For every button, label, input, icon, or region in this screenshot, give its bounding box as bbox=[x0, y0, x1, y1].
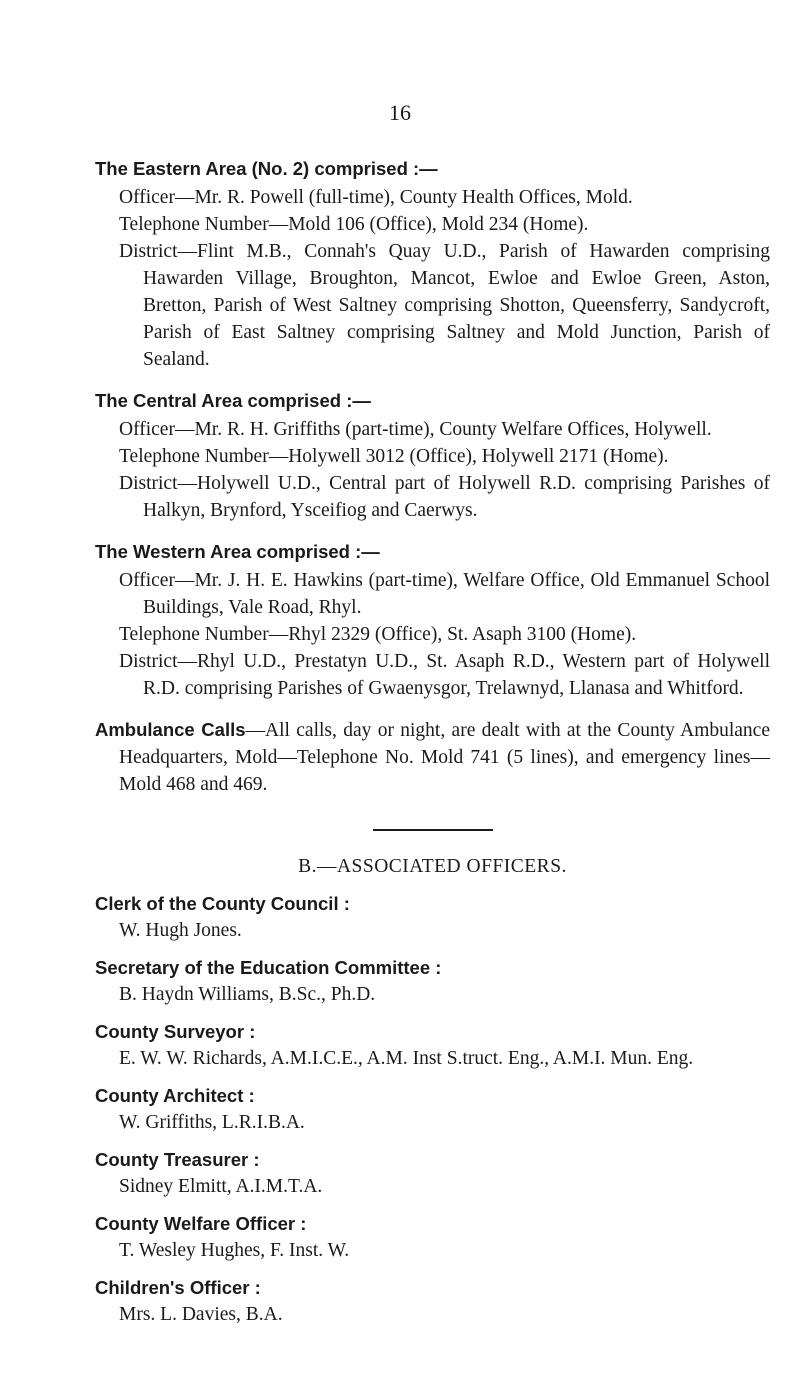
central-area-section bbox=[95, 387, 770, 524]
officer-title: County Welfare Officer : bbox=[95, 1213, 307, 1234]
officer-entry bbox=[95, 1082, 770, 1136]
officer-name: T. Wesley Hughes, F. Inst. W. bbox=[119, 1240, 350, 1261]
officer-title: Secretary of the Education Committee : bbox=[95, 957, 442, 978]
western-area-section bbox=[95, 538, 770, 702]
officer-name: Sidney Elmitt, A.I.M.T.A. bbox=[119, 1176, 323, 1197]
western-area-officer: Officer—Mr. J. H. E. Hawkins (part-time), Welfare Office, Old Emmanuel School Buildings, Vale Road, Rhyl. bbox=[119, 570, 770, 618]
page-number: 16 bbox=[389, 100, 411, 125]
western-area-heading: The Western Area comprised :— bbox=[95, 541, 380, 562]
officer-name: W. Hugh Jones. bbox=[119, 920, 242, 941]
officer-name: E. W. W. Richards, A.M.I.C.E., A.M. Inst S.truct. Eng., A.M.I. Mun. Eng. bbox=[119, 1048, 694, 1069]
officer-title: Clerk of the County Council : bbox=[95, 893, 350, 914]
central-area-officer: Officer—Mr. R. H. Griffiths (part-time), County Welfare Offices, Holywell. bbox=[119, 419, 712, 440]
officer-name: W. Griffiths, L.R.I.B.A. bbox=[119, 1112, 305, 1133]
central-area-heading: The Central Area comprised :— bbox=[95, 390, 371, 411]
officer-title: County Architect : bbox=[95, 1085, 255, 1106]
officer-entry bbox=[95, 1018, 770, 1072]
ambulance-calls-paragraph bbox=[95, 716, 770, 798]
officer-title: Children's Officer : bbox=[95, 1277, 261, 1298]
officer-title: County Treasurer : bbox=[95, 1149, 260, 1170]
eastern-area-officer: Officer—Mr. R. Powell (full-time), County Health Offices, Mold. bbox=[119, 187, 633, 208]
eastern-area-heading: The Eastern Area (No. 2) comprised :— bbox=[95, 158, 438, 179]
western-area-telephone: Telephone Number—Rhyl 2329 (Office), St. Asaph 3100 (Home). bbox=[119, 624, 637, 645]
central-area-telephone: Telephone Number—Holywell 3012 (Office), Holywell 2171 (Home). bbox=[119, 446, 669, 467]
officer-entry bbox=[95, 1146, 770, 1200]
officer-entry bbox=[95, 890, 770, 944]
eastern-area-telephone: Telephone Number—Mold 106 (Office), Mold 234 (Home). bbox=[119, 214, 589, 235]
section-divider bbox=[373, 829, 493, 831]
eastern-area-district: District—Flint M.B., Connah's Quay U.D., Parish of Hawarden comprising Hawarden Village, Broughton, Mancot, Ewloe and Ewloe Green, Aston, Bretton, Parish of West Saltney comprising Shotton, Queensferry, Sandycroft, Parish of East Saltney comprising Saltney and Mold Junction, Parish of Sealand. bbox=[119, 241, 770, 370]
ambulance-calls-label: Ambulance Calls bbox=[95, 719, 246, 740]
officer-entry bbox=[95, 1274, 770, 1328]
eastern-area-section bbox=[95, 155, 770, 373]
officer-name: B. Haydn Williams, B.Sc., Ph.D. bbox=[119, 984, 376, 1005]
officer-title: County Surveyor : bbox=[95, 1021, 256, 1042]
page-content bbox=[95, 155, 770, 1338]
western-area-district: District—Rhyl U.D., Prestatyn U.D., St. Asaph R.D., Western part of Holywell R.D. comprising Parishes of Gwaenysgor, Trelawnyd, Llanasa and Whitford. bbox=[119, 651, 770, 699]
central-area-district: District—Holywell U.D., Central part of Holywell R.D. comprising Parishes of Halkyn, Brynford, Ysceifiog and Caerwys. bbox=[119, 473, 770, 521]
associated-officers-title: B.—ASSOCIATED OFFICERS. bbox=[298, 856, 567, 877]
officer-entry bbox=[95, 1210, 770, 1264]
officer-entry bbox=[95, 954, 770, 1008]
officer-name: Mrs. L. Davies, B.A. bbox=[119, 1304, 283, 1325]
ambulance-calls-text: —All calls, day or night, are dealt with at the County Ambulance Headquarters, Mold—Telephone No. Mold 741 (5 lines), and emergency lines—Mold 468 and 469. bbox=[119, 720, 770, 795]
